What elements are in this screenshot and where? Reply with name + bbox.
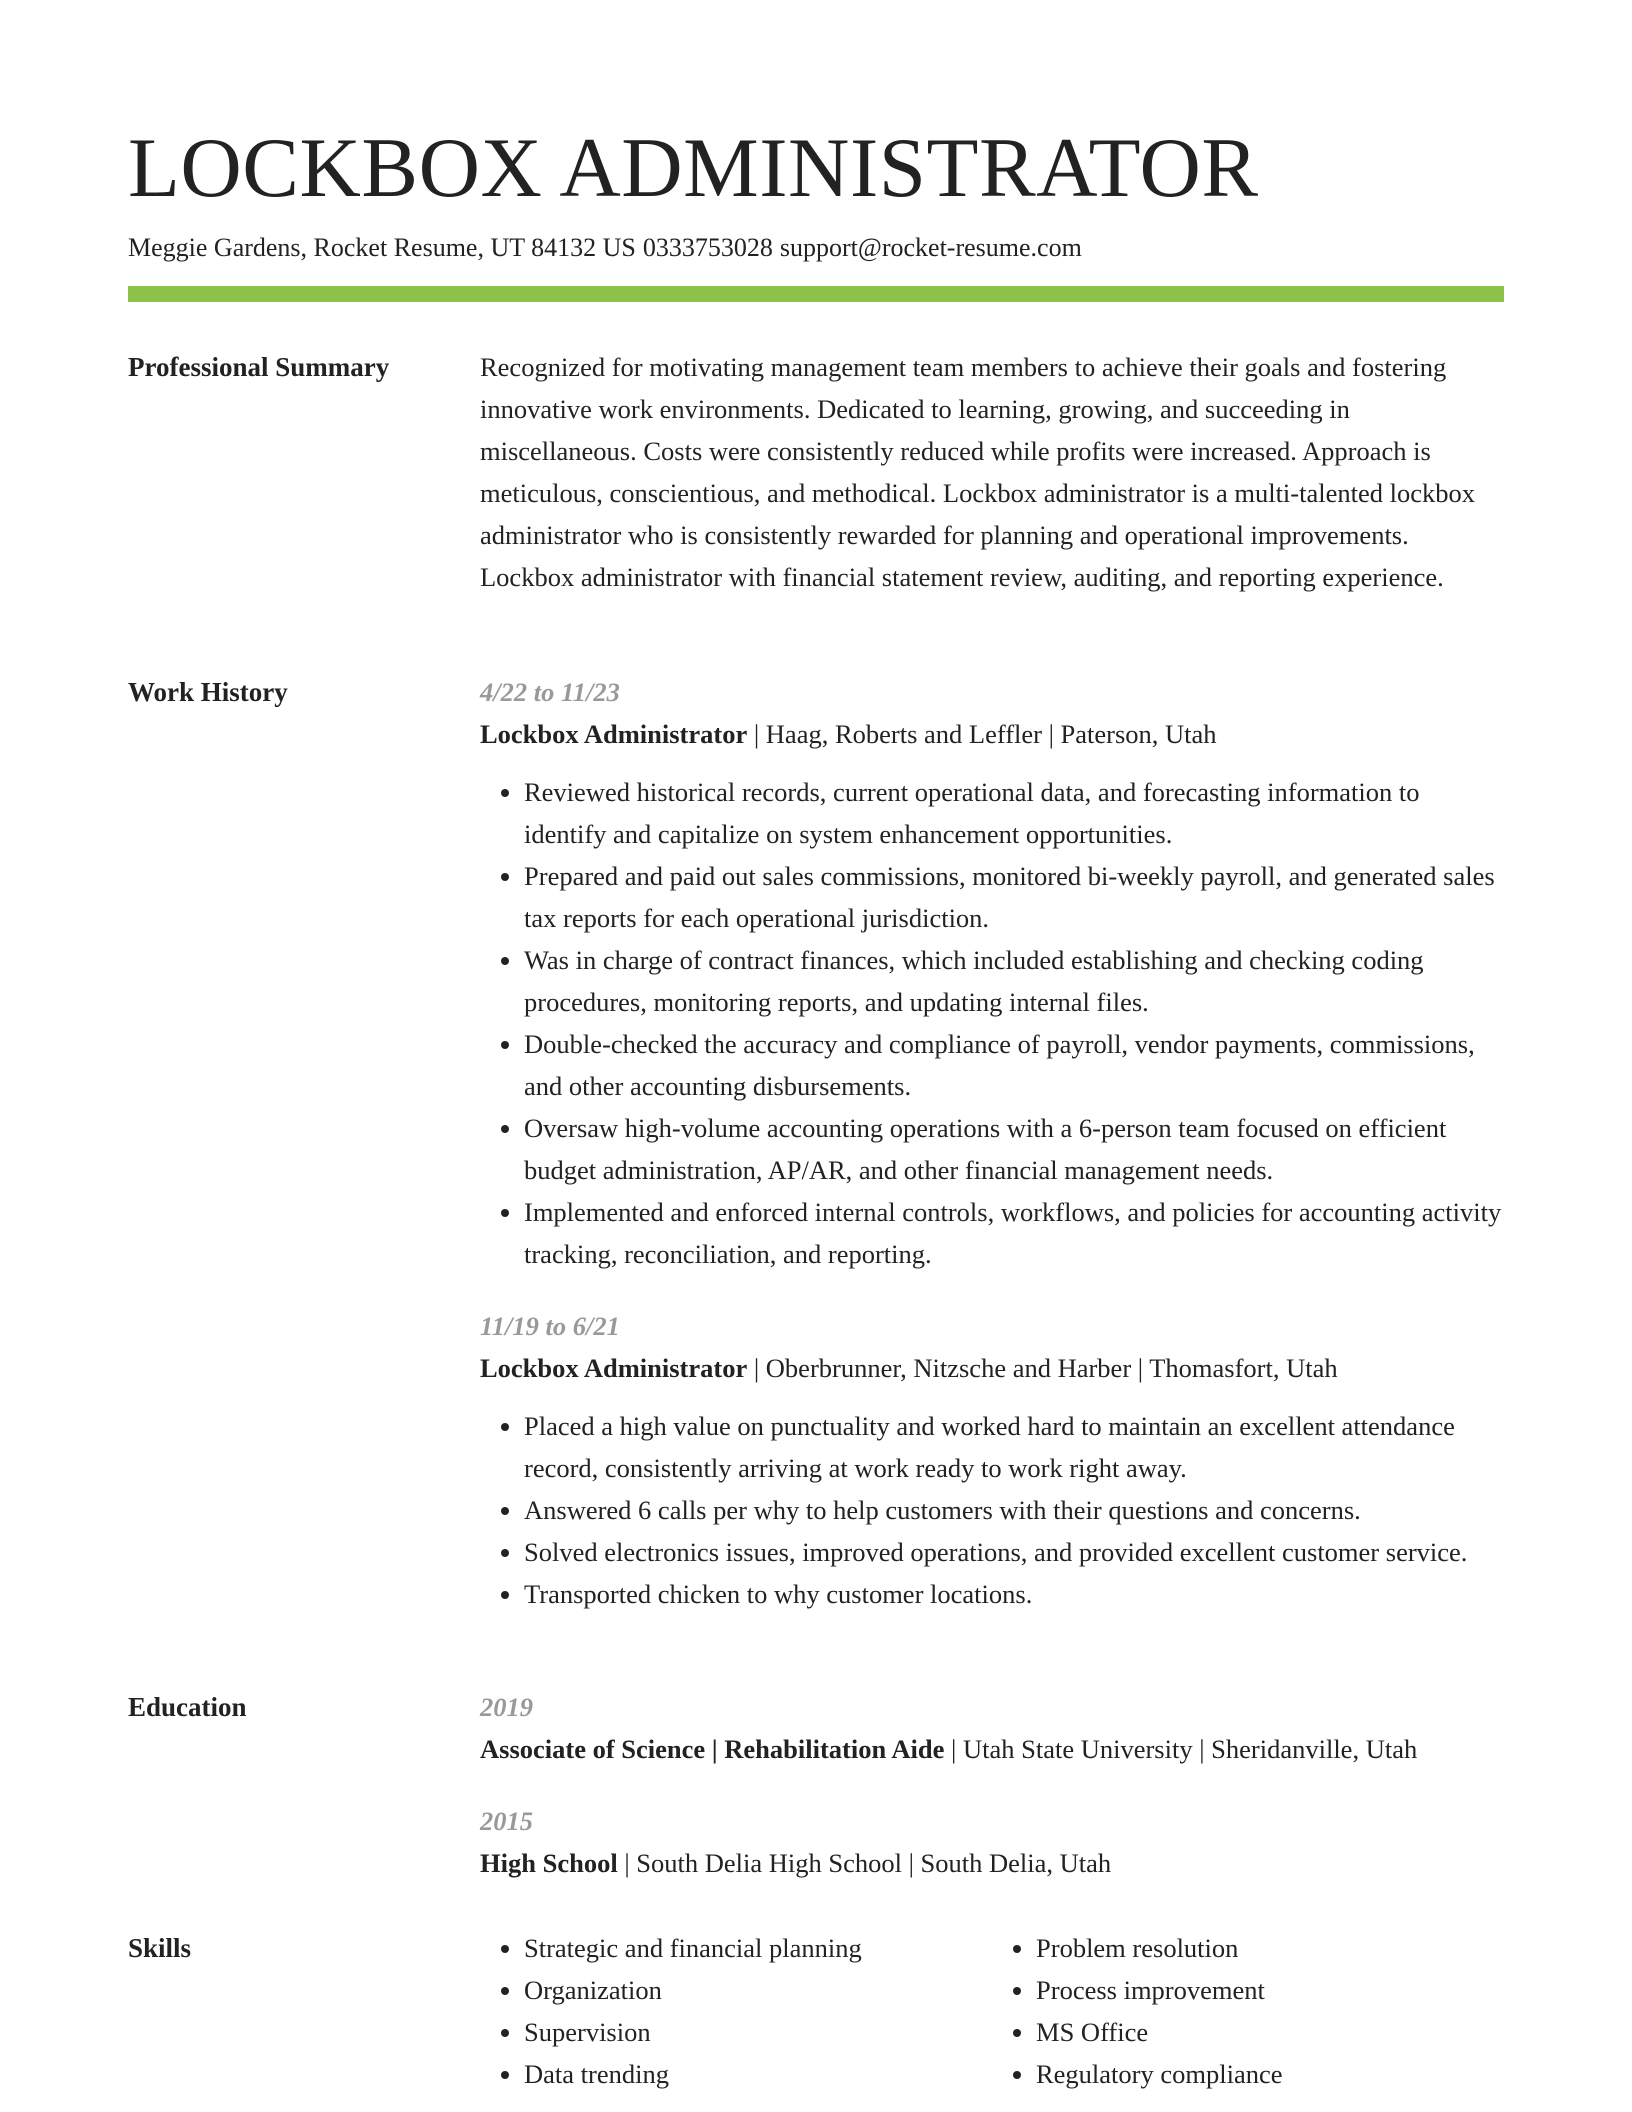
education-body: [480, 1686, 1504, 1884]
education-degree: Associate of Science | Rehabilitation Aide: [480, 1734, 945, 1764]
skill-item: • Problem resolution: [1036, 1927, 1504, 1969]
summary-body: [480, 346, 1504, 598]
job-bullet: • Oversaw high-volume accounting operations with a 6-person team focused on efficient budget administration, AP/AR, and other financial management needs.: [524, 1107, 1504, 1191]
work-history-label: Work History: [128, 677, 288, 707]
job-bullet: • Reviewed historical records, current operational data, and forecasting information to identify and capitalize on system enhancement opportunities.: [524, 771, 1504, 855]
education-entry: [480, 1686, 1504, 1770]
job-dates: 11/19 to 6/21: [480, 1311, 620, 1341]
contact-phone: 0333753028: [642, 233, 773, 262]
skills-column-left: [480, 1927, 992, 2095]
education-label: Education: [128, 1692, 247, 1722]
skill-item: • Data trending: [524, 2053, 992, 2095]
job-role-line: [480, 713, 1504, 755]
job-details: | Haag, Roberts and Leffler | Paterson, Utah: [747, 719, 1217, 749]
job-bullet: • Answered 6 calls per why to help customers with their questions and concerns.: [524, 1489, 1504, 1531]
job-bullet: • Double-checked the accuracy and compliance of payroll, vendor payments, commissions, and other accounting disbursements.: [524, 1023, 1504, 1107]
skill-item: • Supervision: [524, 2011, 992, 2053]
job-bullet: • Placed a high value on punctuality and worked hard to maintain an excellent attendance record, consistently arriving at work ready to work right away.: [524, 1405, 1504, 1489]
contact-email: support@rocket-resume.com: [779, 233, 1082, 262]
summary-label: Professional Summary: [128, 352, 390, 382]
education-year: 2015: [480, 1806, 533, 1836]
resume-title: LOCKBOX ADMINISTRATOR: [128, 121, 1259, 215]
contact-line: [128, 230, 1082, 266]
job-bullets: [480, 1405, 1504, 1615]
job-bullet: • Implemented and enforced internal controls, workflows, and policies for accounting activity tracking, reconciliation, and reporting.: [524, 1191, 1504, 1275]
education-line: [480, 1728, 1504, 1770]
job-entry: [480, 1305, 1504, 1615]
education-entry: [480, 1800, 1504, 1884]
job-role-line: [480, 1347, 1504, 1389]
skill-item: • Strategic and financial planning: [524, 1927, 992, 1969]
job-entry: [480, 671, 1504, 1275]
skill-item: • MS Office: [1036, 2011, 1504, 2053]
job-title: Lockbox Administrator: [480, 1353, 748, 1383]
job-bullet: • Transported chicken to why customer locations.: [524, 1573, 1504, 1615]
skills-column-right: [992, 1927, 1504, 2095]
contact-address: Meggie Gardens, Rocket Resume, UT 84132 US: [128, 233, 636, 262]
summary-text: Recognized for motivating management team members to achieve their goals and fostering innovative work environments. Dedicated to learning, growing, and succeeding in miscellaneous. Costs were consistently reduced while profits were increased. Approach is meticulous, conscientious, and methodical. Lockbox administrator is a multi-talented lockbox administrator who is consistently rewarded for planning and operational improvements. Lockbox administrator with financial statement review, auditing, and reporting experience.: [480, 352, 1475, 592]
skill-item: • Regulatory compliance: [1036, 2053, 1504, 2095]
skill-item: • Organization: [524, 1969, 992, 2011]
work-history-body: [480, 671, 1504, 1615]
job-bullet: • Solved electronics issues, improved operations, and provided excellent customer service.: [524, 1531, 1504, 1573]
education-degree: High School: [480, 1848, 618, 1878]
skills-body: [480, 1927, 1504, 2095]
job-bullet: • Was in charge of contract finances, which included establishing and checking coding procedures, monitoring reports, and updating internal files.: [524, 939, 1504, 1023]
education-year: 2019: [480, 1692, 533, 1722]
job-details: | Oberbrunner, Nitzsche and Harber | Thomasfort, Utah: [747, 1353, 1338, 1383]
job-bullet: • Prepared and paid out sales commissions, monitored bi-weekly payroll, and generated sales tax reports for each operational jurisdiction.: [524, 855, 1504, 939]
education-details: | South Delia High School | South Delia, Utah: [617, 1848, 1112, 1878]
skills-grid: [480, 1927, 1504, 2095]
education-details: | Utah State University | Sheridanville, Utah: [944, 1734, 1418, 1764]
skill-item: • Process improvement: [1036, 1969, 1504, 2011]
job-title: Lockbox Administrator: [480, 719, 748, 749]
skills-label: Skills: [128, 1933, 192, 1963]
education-line: [480, 1842, 1504, 1884]
header-divider: [128, 286, 1504, 302]
job-dates: 4/22 to 11/23: [480, 677, 620, 707]
job-bullets: [480, 771, 1504, 1275]
